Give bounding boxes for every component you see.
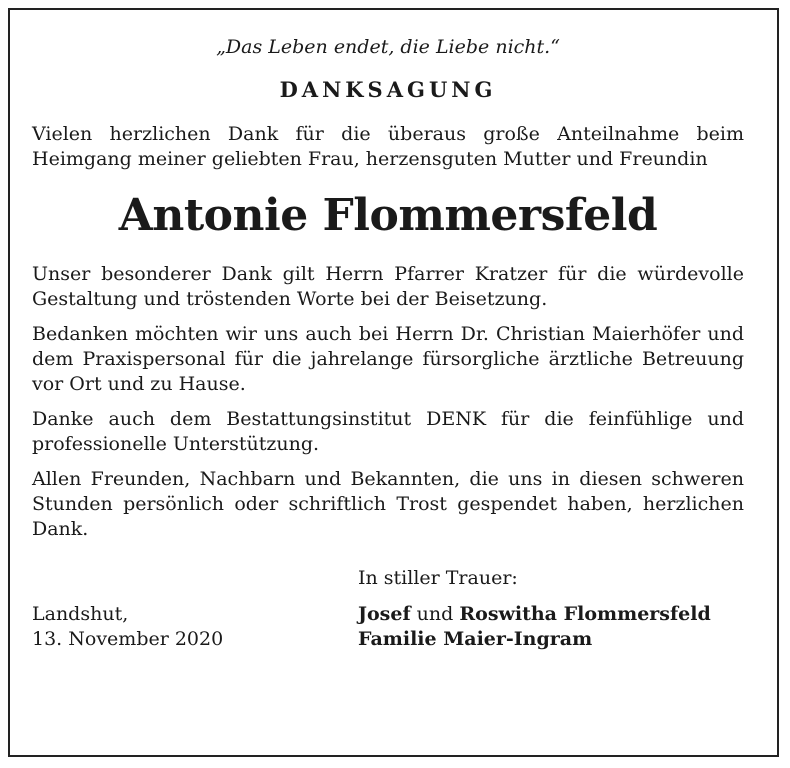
notice-heading: DANKSAGUNG <box>279 77 497 102</box>
signatory-and: und <box>416 603 454 625</box>
intro-text: Vielen herzlichen Dank für die überaus große Anteilnahme beim Heimgang meiner geliebten Frau, herzensguten Mutter und Freundin <box>32 123 744 170</box>
deceased-name: Antonie Flommersfeld <box>118 190 658 241</box>
signatory-family: Familie Maier-Ingram <box>358 628 593 650</box>
signatory-first: Josef <box>358 603 411 625</box>
paragraph-doctor: Bedanken möchten wir uns auch bei Herrn Dr. Christian Maierhöfer und dem Praxispersonal für die jahrelange fürsorgliche ärztliche Betreuung vor Ort und zu Hause. <box>32 323 744 395</box>
place: Landshut, <box>32 603 129 625</box>
paragraph-funeral-home: Danke auch dem Bestattungsinstitut DENK für die feinfühlige und professionelle Unterstützung. <box>32 408 744 455</box>
signatory-line <box>358 602 711 627</box>
signatories <box>358 602 711 652</box>
motto-quote: „Das Leben endet, die Liebe nicht.“ <box>216 36 560 58</box>
notice-footer <box>32 566 744 661</box>
paragraph-pastor: Unser besonderer Dank gilt Herrn Pfarrer Kratzer für die würdevolle Gestaltung und tröstenden Worte bei der Beisetzung. <box>32 263 744 310</box>
obituary-notice <box>32 24 744 661</box>
paragraph-friends: Allen Freunden, Nachbarn und Bekannten, die uns in diesen schweren Stunden persönlich oder schriftlich Trost gespendet haben, herzlichen Dank. <box>32 468 744 540</box>
date: 13. November 2020 <box>32 628 224 650</box>
place-date <box>32 602 223 652</box>
signatory-second: Roswitha Flommersfeld <box>459 603 711 625</box>
mourning-label: In stiller Trauer: <box>358 567 518 589</box>
